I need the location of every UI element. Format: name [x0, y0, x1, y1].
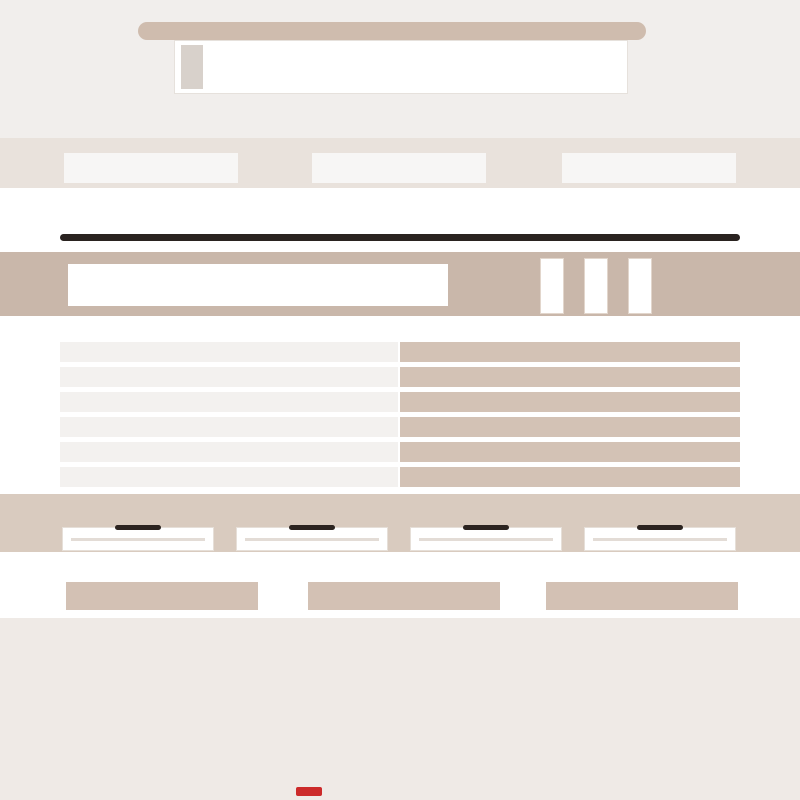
comparison-cell-ours — [400, 367, 740, 387]
comparison-cell-ours — [400, 392, 740, 412]
usage-step-tag — [637, 525, 683, 530]
features-section — [0, 138, 800, 188]
usage-step-tag — [463, 525, 509, 530]
gradient-divider-bar — [60, 234, 740, 241]
comparison-row — [60, 367, 740, 387]
comparison-cell-other — [60, 467, 398, 487]
product-strip-image — [68, 264, 448, 306]
comparison-row — [60, 467, 740, 487]
product-box — [540, 258, 564, 314]
hero-product-image — [174, 40, 628, 94]
hero-tagline-text — [138, 22, 646, 40]
usage-section — [0, 494, 800, 552]
description-section — [0, 618, 800, 800]
comparison-row — [60, 417, 740, 437]
feature-box — [64, 153, 238, 183]
comparison-cell-ours — [400, 342, 740, 362]
effects-section — [0, 552, 800, 618]
usage-step-card — [584, 527, 736, 551]
comparison-section — [0, 316, 800, 494]
comparison-cell-ours — [400, 442, 740, 462]
product-showcase-section — [0, 252, 800, 316]
feature-box — [562, 153, 736, 183]
effect-card — [308, 582, 500, 610]
comparison-cell-other — [60, 342, 398, 362]
usage-step-line — [245, 538, 379, 541]
effect-card — [66, 582, 258, 610]
usage-step-line — [419, 538, 553, 541]
comparison-cell-other — [60, 367, 398, 387]
warning-badge — [296, 787, 322, 796]
product-box — [628, 258, 652, 314]
comparison-cell-ours — [400, 467, 740, 487]
hero-section — [0, 0, 800, 138]
usage-step-tag — [289, 525, 335, 530]
usage-step-card — [236, 527, 388, 551]
product-box-group — [538, 258, 656, 312]
comparison-row — [60, 442, 740, 462]
comparison-cell-other — [60, 392, 398, 412]
usage-step-card — [410, 527, 562, 551]
usage-step-line — [593, 538, 727, 541]
usage-step-line — [71, 538, 205, 541]
usage-step-tag — [115, 525, 161, 530]
comparison-row — [60, 342, 740, 362]
usage-step-card — [62, 527, 214, 551]
hero-tagline-pill — [138, 22, 646, 40]
comparison-cell-other — [60, 417, 398, 437]
comparison-row — [60, 392, 740, 412]
effect-card — [546, 582, 738, 610]
gradient-section — [0, 188, 800, 252]
product-box — [584, 258, 608, 314]
product-label-block — [181, 45, 203, 89]
comparison-cell-other — [60, 442, 398, 462]
comparison-cell-ours — [400, 417, 740, 437]
feature-box — [312, 153, 486, 183]
